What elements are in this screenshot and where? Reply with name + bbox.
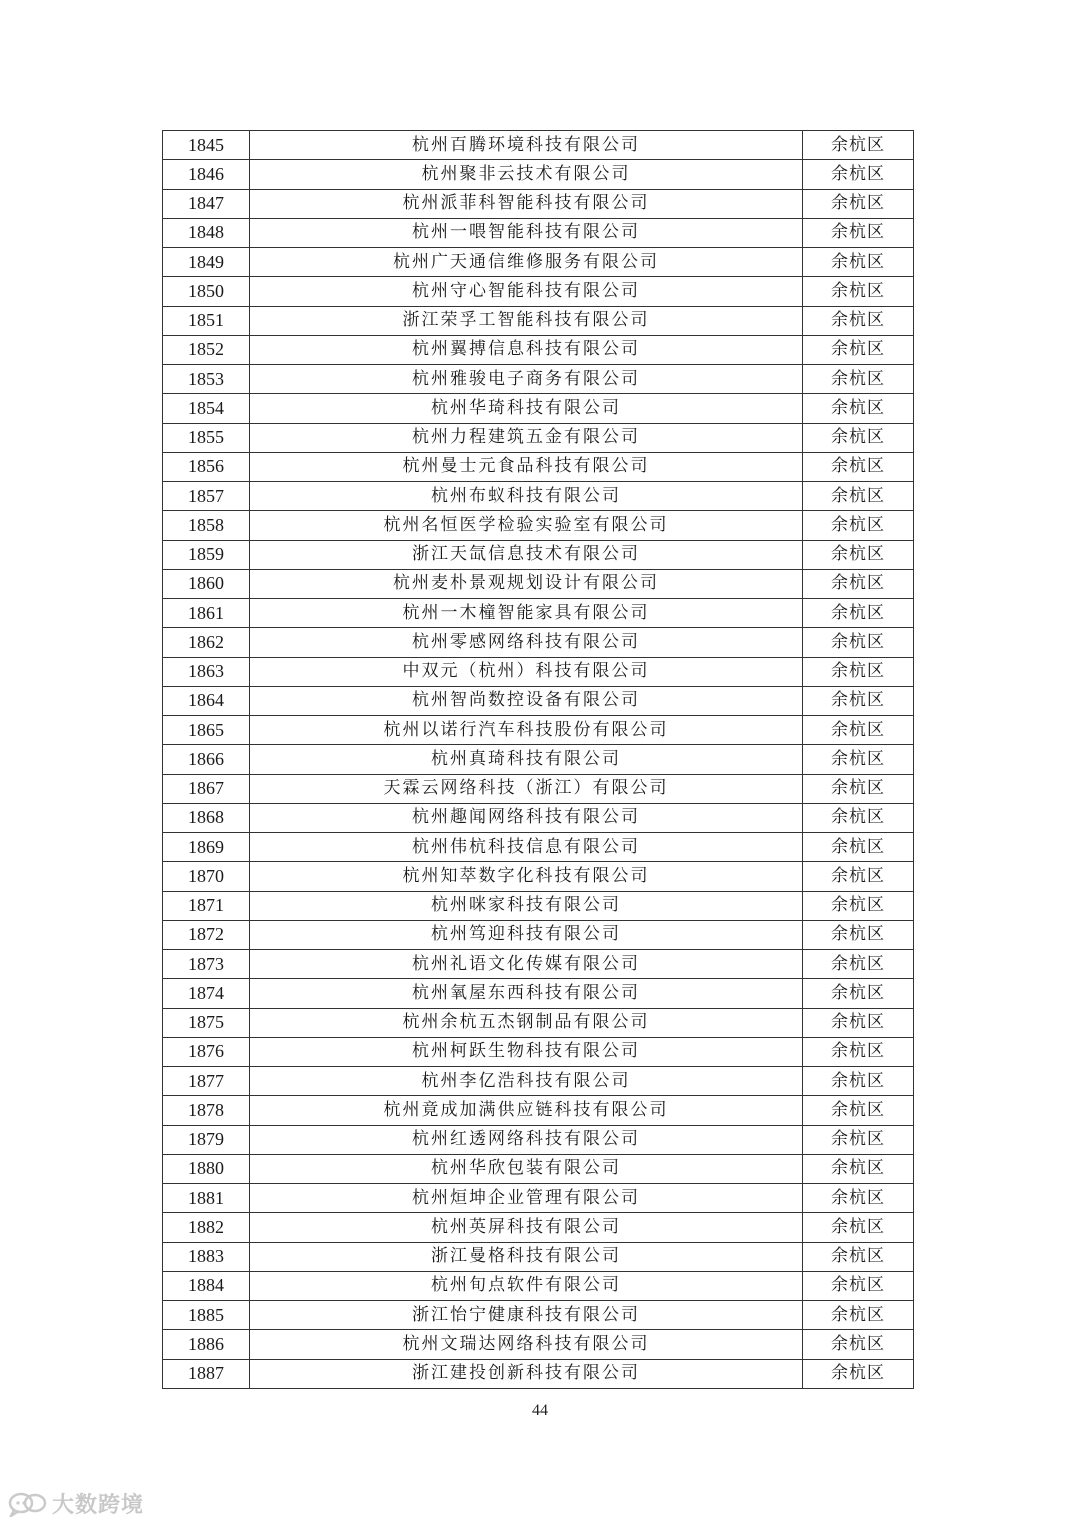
row-number-cell: 1876 — [163, 1037, 250, 1066]
company-name-cell: 杭州派菲科智能科技有限公司 — [250, 189, 803, 218]
row-number-cell: 1849 — [163, 248, 250, 277]
table-row — [163, 1271, 914, 1300]
row-number-cell: 1866 — [163, 745, 250, 774]
company-name-cell: 杭州红透网络科技有限公司 — [250, 1125, 803, 1154]
table-row — [163, 131, 914, 160]
row-number-cell: 1862 — [163, 628, 250, 657]
row-number-cell: 1852 — [163, 335, 250, 364]
row-number-cell: 1847 — [163, 189, 250, 218]
row-number-cell: 1885 — [163, 1301, 250, 1330]
company-name-cell: 杭州名恒医学检验实验室有限公司 — [250, 511, 803, 540]
table-row — [163, 950, 914, 979]
company-name-cell: 中双元（杭州）科技有限公司 — [250, 657, 803, 686]
company-name-cell: 杭州一喂智能科技有限公司 — [250, 218, 803, 247]
company-name-cell: 杭州旬点软件有限公司 — [250, 1271, 803, 1300]
district-cell: 余杭区 — [803, 686, 914, 715]
table-row — [163, 1008, 914, 1037]
company-name-cell: 杭州烜坤企业管理有限公司 — [250, 1184, 803, 1213]
table-row — [163, 745, 914, 774]
company-name-cell: 杭州趣闻网络科技有限公司 — [250, 803, 803, 832]
company-name-cell: 天霖云网络科技（浙江）有限公司 — [250, 774, 803, 803]
district-cell: 余杭区 — [803, 1184, 914, 1213]
company-name-cell: 浙江建投创新科技有限公司 — [250, 1359, 803, 1388]
row-number-cell: 1878 — [163, 1096, 250, 1125]
row-number-cell: 1872 — [163, 920, 250, 949]
company-name-cell: 杭州广天通信维修服务有限公司 — [250, 248, 803, 277]
table-row — [163, 1301, 914, 1330]
table-row — [163, 1125, 914, 1154]
district-cell: 余杭区 — [803, 306, 914, 335]
district-cell: 余杭区 — [803, 1067, 914, 1096]
company-name-cell: 杭州一木橦智能家具有限公司 — [250, 599, 803, 628]
row-number-cell: 1864 — [163, 686, 250, 715]
district-cell: 余杭区 — [803, 511, 914, 540]
district-cell: 余杭区 — [803, 657, 914, 686]
company-name-cell: 杭州英屏科技有限公司 — [250, 1213, 803, 1242]
district-cell: 余杭区 — [803, 891, 914, 920]
table-row — [163, 657, 914, 686]
row-number-cell: 1858 — [163, 511, 250, 540]
table-row — [163, 511, 914, 540]
table-row — [163, 306, 914, 335]
table-row — [163, 160, 914, 189]
table-row — [163, 1067, 914, 1096]
row-number-cell: 1859 — [163, 540, 250, 569]
district-cell: 余杭区 — [803, 1125, 914, 1154]
row-number-cell: 1868 — [163, 803, 250, 832]
district-cell: 余杭区 — [803, 452, 914, 481]
row-number-cell: 1875 — [163, 1008, 250, 1037]
company-name-cell: 杭州竟成加满供应链科技有限公司 — [250, 1096, 803, 1125]
row-number-cell: 1880 — [163, 1154, 250, 1183]
company-name-cell: 杭州麦朴景观规划设计有限公司 — [250, 569, 803, 598]
row-number-cell: 1873 — [163, 950, 250, 979]
table-row — [163, 803, 914, 832]
row-number-cell: 1857 — [163, 482, 250, 511]
row-number-cell: 1865 — [163, 716, 250, 745]
table-row — [163, 1242, 914, 1271]
table-row — [163, 277, 914, 306]
row-number-cell: 1874 — [163, 979, 250, 1008]
company-name-cell: 杭州伟杭科技信息有限公司 — [250, 833, 803, 862]
row-number-cell: 1856 — [163, 452, 250, 481]
table-row — [163, 891, 914, 920]
table-row — [163, 628, 914, 657]
district-cell: 余杭区 — [803, 862, 914, 891]
row-number-cell: 1881 — [163, 1184, 250, 1213]
table-row — [163, 394, 914, 423]
company-name-cell: 浙江荣孚工智能科技有限公司 — [250, 306, 803, 335]
company-name-cell: 杭州真琦科技有限公司 — [250, 745, 803, 774]
district-cell: 余杭区 — [803, 540, 914, 569]
company-name-cell: 杭州守心智能科技有限公司 — [250, 277, 803, 306]
company-name-cell: 杭州柯跃生物科技有限公司 — [250, 1037, 803, 1066]
district-cell: 余杭区 — [803, 979, 914, 1008]
district-cell: 余杭区 — [803, 1271, 914, 1300]
row-number-cell: 1871 — [163, 891, 250, 920]
company-name-cell: 杭州雅骏电子商务有限公司 — [250, 365, 803, 394]
district-cell: 余杭区 — [803, 1330, 914, 1359]
company-name-cell: 杭州以诺行汽车科技股份有限公司 — [250, 716, 803, 745]
table-row — [163, 979, 914, 1008]
district-cell: 余杭区 — [803, 774, 914, 803]
table-row — [163, 1359, 914, 1388]
table-row — [163, 1184, 914, 1213]
watermark — [8, 1488, 144, 1519]
district-cell: 余杭区 — [803, 160, 914, 189]
district-cell: 余杭区 — [803, 569, 914, 598]
company-name-cell: 杭州曼士元食品科技有限公司 — [250, 452, 803, 481]
district-cell: 余杭区 — [803, 803, 914, 832]
company-name-cell: 浙江天氙信息技术有限公司 — [250, 540, 803, 569]
district-cell: 余杭区 — [803, 1301, 914, 1330]
row-number-cell: 1855 — [163, 423, 250, 452]
row-number-cell: 1861 — [163, 599, 250, 628]
table-row — [163, 1213, 914, 1242]
table-row — [163, 862, 914, 891]
company-name-cell: 浙江曼格科技有限公司 — [250, 1242, 803, 1271]
row-number-cell: 1851 — [163, 306, 250, 335]
district-cell: 余杭区 — [803, 599, 914, 628]
district-cell: 余杭区 — [803, 277, 914, 306]
row-number-cell: 1879 — [163, 1125, 250, 1154]
company-table — [162, 130, 914, 1389]
district-cell: 余杭区 — [803, 1359, 914, 1388]
watermark-text: 大数跨境 — [52, 1493, 145, 1518]
district-cell: 余杭区 — [803, 833, 914, 862]
row-number-cell: 1869 — [163, 833, 250, 862]
table-row — [163, 833, 914, 862]
district-cell: 余杭区 — [803, 745, 914, 774]
company-name-cell: 杭州力程建筑五金有限公司 — [250, 423, 803, 452]
company-name-cell: 杭州翼搏信息科技有限公司 — [250, 335, 803, 364]
company-name-cell: 杭州百腾环境科技有限公司 — [250, 131, 803, 160]
company-name-cell: 杭州笃迎科技有限公司 — [250, 920, 803, 949]
table-row — [163, 686, 914, 715]
district-cell: 余杭区 — [803, 335, 914, 364]
table-row — [163, 774, 914, 803]
row-number-cell: 1877 — [163, 1067, 250, 1096]
row-number-cell: 1882 — [163, 1213, 250, 1242]
company-name-cell: 杭州李亿浩科技有限公司 — [250, 1067, 803, 1096]
company-name-cell: 杭州华琦科技有限公司 — [250, 394, 803, 423]
table-row — [163, 540, 914, 569]
table-row — [163, 1330, 914, 1359]
company-name-cell: 杭州文瑞达网络科技有限公司 — [250, 1330, 803, 1359]
table-row — [163, 335, 914, 364]
row-number-cell: 1846 — [163, 160, 250, 189]
district-cell: 余杭区 — [803, 189, 914, 218]
table-row — [163, 1037, 914, 1066]
company-name-cell: 杭州余杭五杰钢制品有限公司 — [250, 1008, 803, 1037]
row-number-cell: 1863 — [163, 657, 250, 686]
table-row — [163, 189, 914, 218]
company-name-cell: 杭州知萃数字化科技有限公司 — [250, 862, 803, 891]
table-row — [163, 1154, 914, 1183]
company-name-cell: 杭州聚非云技术有限公司 — [250, 160, 803, 189]
row-number-cell: 1887 — [163, 1359, 250, 1388]
district-cell: 余杭区 — [803, 218, 914, 247]
table-row — [163, 716, 914, 745]
district-cell: 余杭区 — [803, 716, 914, 745]
district-cell: 余杭区 — [803, 1213, 914, 1242]
company-name-cell: 杭州华欣包装有限公司 — [250, 1154, 803, 1183]
row-number-cell: 1854 — [163, 394, 250, 423]
district-cell: 余杭区 — [803, 1037, 914, 1066]
table-row — [163, 920, 914, 949]
row-number-cell: 1867 — [163, 774, 250, 803]
table-row — [163, 569, 914, 598]
district-cell: 余杭区 — [803, 1096, 914, 1125]
row-number-cell: 1845 — [163, 131, 250, 160]
row-number-cell: 1886 — [163, 1330, 250, 1359]
district-cell: 余杭区 — [803, 423, 914, 452]
table-row — [163, 482, 914, 511]
district-cell: 余杭区 — [803, 950, 914, 979]
district-cell: 余杭区 — [803, 131, 914, 160]
page-number: 44 — [532, 1402, 548, 1419]
row-number-cell: 1853 — [163, 365, 250, 394]
table-row — [163, 218, 914, 247]
row-number-cell: 1883 — [163, 1242, 250, 1271]
district-cell: 余杭区 — [803, 248, 914, 277]
row-number-cell: 1860 — [163, 569, 250, 598]
company-name-cell: 杭州布蚁科技有限公司 — [250, 482, 803, 511]
table-row — [163, 365, 914, 394]
company-name-cell: 杭州咪家科技有限公司 — [250, 891, 803, 920]
district-cell: 余杭区 — [803, 482, 914, 511]
table-row — [163, 423, 914, 452]
company-name-cell: 杭州礼语文化传媒有限公司 — [250, 950, 803, 979]
district-cell: 余杭区 — [803, 1154, 914, 1183]
district-cell: 余杭区 — [803, 365, 914, 394]
row-number-cell: 1884 — [163, 1271, 250, 1300]
table-row — [163, 248, 914, 277]
company-name-cell: 杭州氧屋东西科技有限公司 — [250, 979, 803, 1008]
company-name-cell: 杭州智尚数控设备有限公司 — [250, 686, 803, 715]
row-number-cell: 1870 — [163, 862, 250, 891]
company-name-cell: 浙江怡宁健康科技有限公司 — [250, 1301, 803, 1330]
district-cell: 余杭区 — [803, 628, 914, 657]
district-cell: 余杭区 — [803, 1008, 914, 1037]
table-row — [163, 1096, 914, 1125]
row-number-cell: 1850 — [163, 277, 250, 306]
company-table-body — [163, 131, 914, 1389]
row-number-cell: 1848 — [163, 218, 250, 247]
table-row — [163, 452, 914, 481]
district-cell: 余杭区 — [803, 1242, 914, 1271]
district-cell: 余杭区 — [803, 394, 914, 423]
chat-bubble-logo-icon — [8, 1491, 48, 1517]
company-name-cell: 杭州零感网络科技有限公司 — [250, 628, 803, 657]
table-row — [163, 599, 914, 628]
district-cell: 余杭区 — [803, 920, 914, 949]
